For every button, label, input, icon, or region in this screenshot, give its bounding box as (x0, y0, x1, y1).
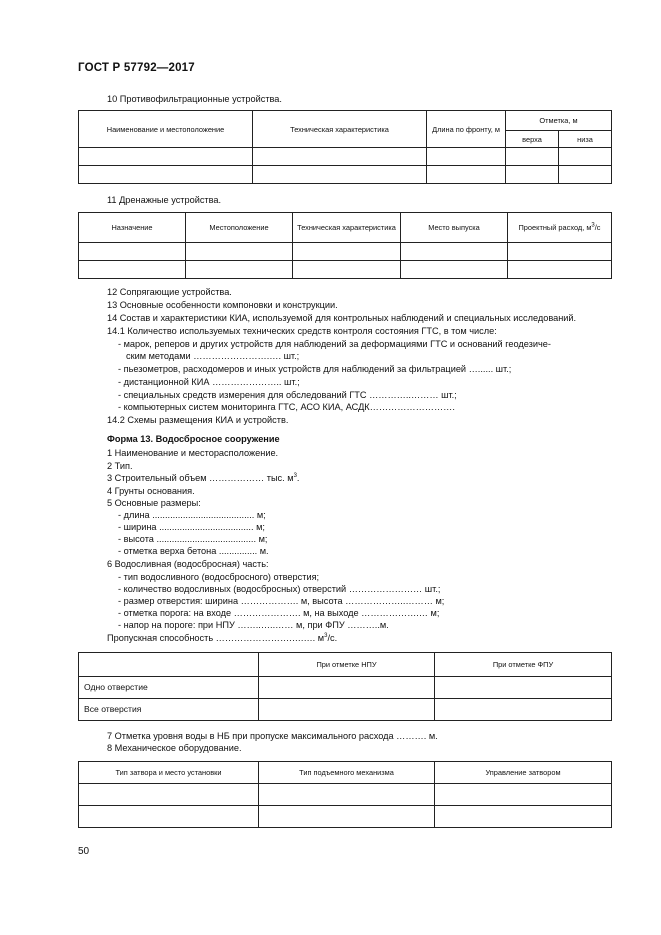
col-gate-type: Тип затвора и место установки (79, 762, 259, 784)
list-item: - компьютерных систем мониторинга ГТС, АСО КИА, АСДК………………………. (118, 402, 455, 412)
col-tech-characteristic: Техническая характеристика (293, 213, 401, 243)
col-gate-control: Управление затвором (435, 762, 612, 784)
line-12: 12 Сопрягающие устройства. (107, 287, 232, 297)
list-item: - тип водосливного (водосбросного) отверстия; (118, 572, 320, 582)
list-item: ским методами …………………….…. шт.; (126, 351, 300, 361)
col-npu: При отметке НПУ (259, 653, 435, 677)
list-item: - длина ........................................ м; (118, 510, 266, 520)
table-row (79, 243, 612, 261)
list-item: - специальных средств измерения для обследований ГТС …………..……… шт.; (118, 390, 457, 400)
table-row (79, 261, 612, 279)
form-line-4: 4 Грунты основания. (107, 486, 195, 496)
table-row (79, 166, 612, 184)
col-lift-mechanism: Тип подъемного механизма (259, 762, 435, 784)
section-10-title: 10 Противофильтрационные устройства. (107, 94, 282, 104)
line-14-2: 14.2 Схемы размещения КИА и устройств. (107, 415, 289, 425)
table-row (79, 677, 612, 699)
form-line-6: 6 Водосливная (водосбросная) часть: (107, 559, 269, 569)
list-item: - отметка порога: на входе …………………. м, на выходе ……………….… м; (118, 608, 440, 618)
list-item: - дистанционной КИА ………………….. шт.; (118, 377, 300, 387)
col-elevation: Отметка, м (506, 111, 612, 131)
table-row (79, 784, 612, 806)
col-front-length: Длина по фронту, м (427, 111, 506, 148)
form-13-title: Форма 13. Водосбросное сооружение (107, 434, 280, 444)
form-line-1: 1 Наименование и месторасположение. (107, 448, 279, 458)
col-elevation-bottom: низа (559, 131, 612, 148)
list-item: - высота ....................................... м; (118, 534, 268, 544)
col-fpu: При отметке ФПУ (435, 653, 612, 677)
list-item: - напор на пороге: при НПУ ……..…..…… м, при ФПУ ………..м. (118, 620, 389, 630)
list-item: - пьезометров, расходомеров и иных устройств для наблюдений за фильтрацией …...... шт.; (118, 364, 512, 374)
line-13: 13 Основные особенности компоновки и конструкции. (107, 300, 338, 310)
page-number: 50 (78, 846, 90, 857)
col-tech-characteristic: Техническая характеристика (253, 111, 427, 148)
document-header: ГОСТ Р 57792—2017 (78, 62, 195, 74)
form-line-7: 7 Отметка уровня воды в НБ при пропуске максимального расхода ………. м. (107, 731, 438, 741)
capacity-table (78, 652, 612, 721)
col-purpose: Назначение (79, 213, 186, 243)
row-label-all-openings: Все отверстия (79, 699, 259, 721)
drainage-table (78, 212, 612, 279)
line-14-1: 14.1 Количество используемых технических средств контроля состояния ГТС, в том числе: (107, 326, 497, 336)
form-line-2: 2 Тип. (107, 461, 133, 471)
list-item: - количество водосливных (водосбросных) отверстий …………………… шт.; (118, 584, 441, 594)
row-label-one-opening: Одно отверстие (79, 677, 259, 699)
form-line-8: 8 Механическое оборудование. (107, 743, 242, 753)
table-row (79, 806, 612, 828)
list-item: - отметка верха бетона ............... м. (118, 546, 269, 556)
list-item: - ширина ..................................... м; (118, 522, 265, 532)
mechanical-equipment-table (78, 761, 612, 828)
section-11-title: 11 Дренажные устройства. (107, 195, 222, 205)
form-line-3: 3 Строительный объем ……………… тыс. $м^3$. (107, 472, 300, 483)
line-14: 14 Состав и характеристики КИА, используемой для контрольных наблюдений и специальных исследований. (107, 313, 577, 323)
col-location: Местоположение (186, 213, 293, 243)
table-row (79, 699, 612, 721)
anti-filtration-table (78, 110, 612, 184)
col-elevation-top: верха (506, 131, 559, 148)
table-row (79, 148, 612, 166)
list-item: - марок, реперов и других устройств для наблюдений за деформациями ГТС и оснований геодезиче- (118, 339, 551, 349)
col-outlet: Место выпуска (401, 213, 508, 243)
capacity-line: Пропускная способность …………………….….…. $м^3/с$. (107, 632, 338, 643)
col-name-location: Наименование и местоположение (79, 111, 253, 148)
list-item: - размер отверстия: ширина ………………. м, высота ………………..……… м; (118, 596, 445, 606)
col-design-flow: Проектный расход, $м^3/с$ (508, 213, 612, 243)
form-line-5: 5 Основные размеры: (107, 498, 201, 508)
